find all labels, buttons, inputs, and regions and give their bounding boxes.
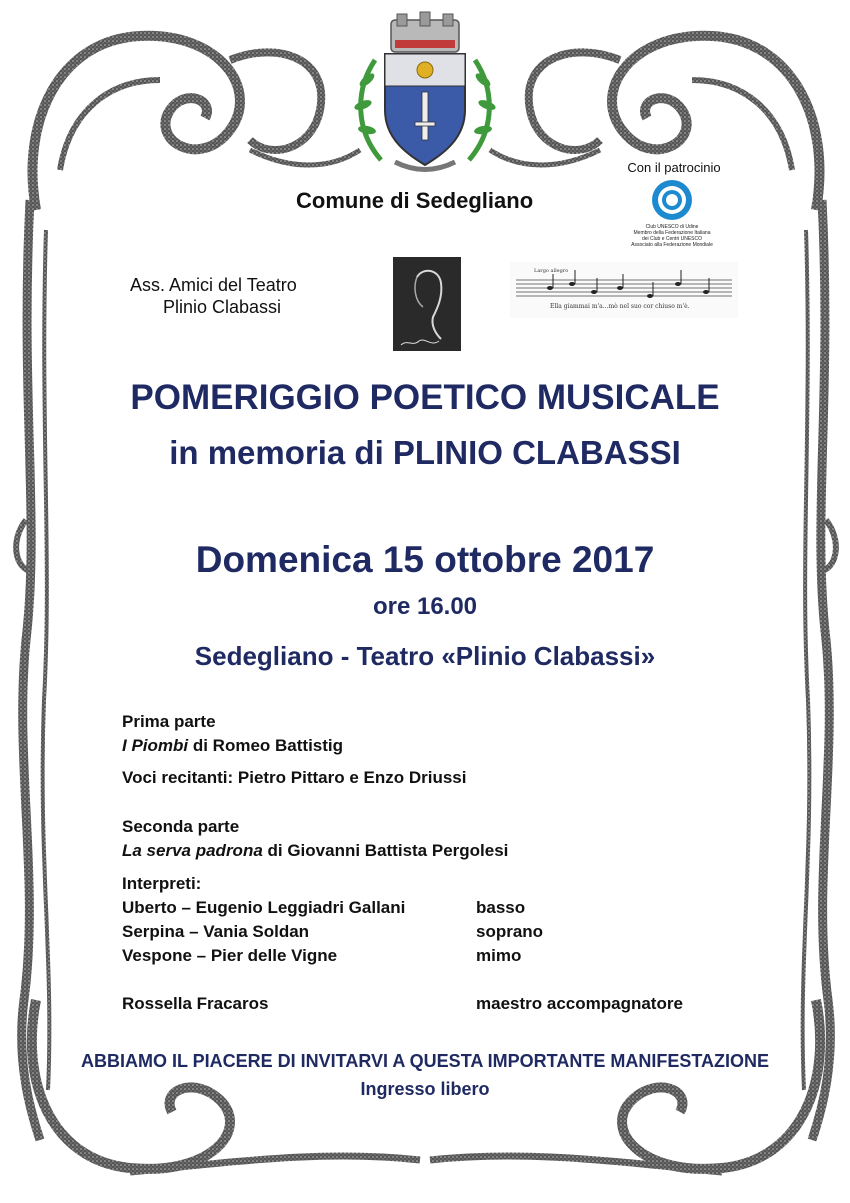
unesco-caption	[612, 224, 732, 248]
performer-role: mimo	[476, 946, 522, 965]
unesco-line: Club UNESCO di Udine	[645, 224, 699, 230]
accompanist-role: maestro accompagnatore	[476, 994, 683, 1013]
performers-heading: Interpreti:	[122, 874, 202, 893]
score-lyric: Ella giammai m'a...mò nel suo cor chiuso m'è.	[550, 303, 690, 310]
part2-heading: Seconda parte	[122, 817, 240, 836]
association-name	[130, 274, 297, 318]
event-venue: Sedegliano - Teatro «Plinio Clabassi»	[194, 641, 656, 671]
patronage-label: Con il patrocinio	[627, 160, 721, 175]
part1-work-author: di Romeo Battistig	[188, 736, 344, 755]
performer-name: Vespone – Pier delle Vigne	[122, 946, 338, 965]
unesco-line: dei Club e Centri UNESCO	[641, 236, 703, 242]
coat-of-arms-icon	[345, 10, 505, 180]
part1-voices: Voci recitanti: Pietro Pittaro e Enzo Driussi	[122, 768, 467, 787]
part2-work	[122, 840, 508, 862]
part1-heading: Prima parte	[122, 712, 216, 731]
part2-work-title: La serva padrona	[122, 841, 263, 860]
entry-text: Ingresso libero	[360, 1079, 490, 1099]
invitation-text: ABBIAMO IL PIACERE DI INVITARVI A QUESTA IMPORTANTE MANIFESTAZIONE	[80, 1051, 770, 1071]
performer-name: Serpina – Vania Soldan	[122, 922, 310, 941]
performer-role: soprano	[476, 922, 544, 941]
event-time: ore 16.00	[372, 593, 478, 620]
event-subtitle: in memoria di PLINIO CLABASSI	[169, 434, 681, 471]
event-title: POMERIGGIO POETICO MUSICALE	[130, 378, 720, 417]
part2-work-author: di Giovanni Battista Pergolesi	[262, 841, 509, 860]
association-line: Plinio Clabassi	[163, 297, 282, 317]
part1-work	[122, 735, 343, 757]
event-date: Domenica 15 ottobre 2017	[195, 539, 655, 580]
unesco-line: Membro della Federazione Italiana	[633, 230, 711, 236]
association-line: Ass. Amici del Teatro	[130, 275, 297, 295]
municipality-name: Comune di Sedegliano	[296, 188, 534, 213]
accompanist-name: Rossella Fracaros	[122, 994, 269, 1013]
performer-name: Uberto – Eugenio Leggiadri Gallani	[122, 898, 406, 917]
unesco-logo-icon	[650, 178, 694, 222]
performer-role: basso	[476, 898, 526, 917]
part1-work-title: I Piombi	[122, 736, 189, 755]
score-tempo: Largo allegro	[534, 268, 569, 274]
unesco-line: Associato alla Federazione Mondiale	[631, 242, 713, 248]
music-score-image	[510, 262, 738, 318]
portrait-image	[393, 257, 461, 351]
